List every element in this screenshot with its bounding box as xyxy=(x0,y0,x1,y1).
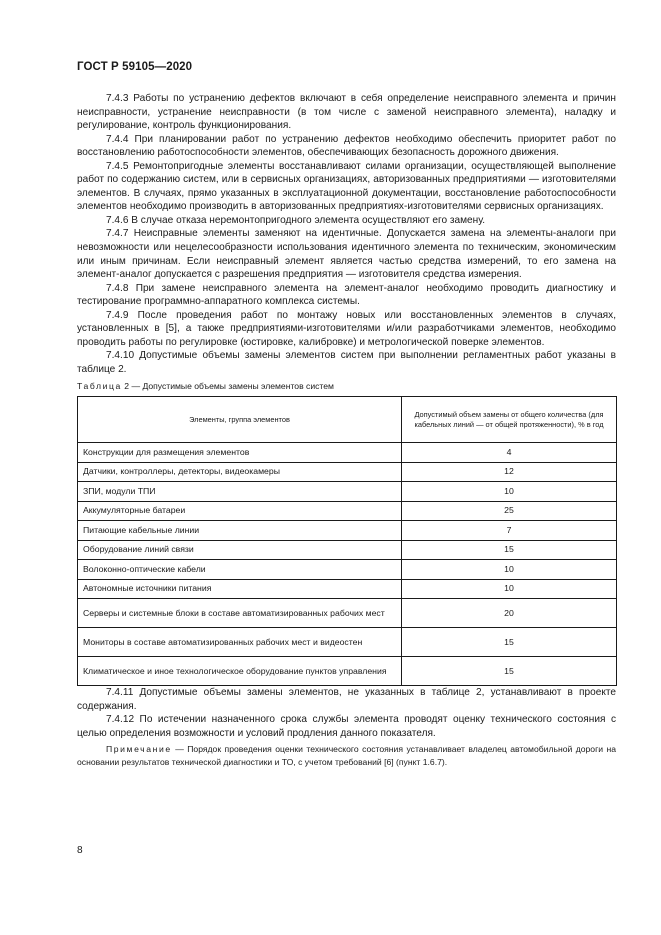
paragraph-7-4-10: 7.4.10 Допустимые объемы замены элементов систем при выполнении регламентных работ указаны в таблице 2. xyxy=(77,350,616,375)
table-caption xyxy=(77,380,616,394)
replacement-volumes-table xyxy=(77,396,617,686)
table-row xyxy=(78,462,617,482)
value-cell: 7 xyxy=(402,521,617,541)
element-cell: Датчики, контроллеры, детекторы, видеокамеры xyxy=(78,462,402,482)
element-cell: Серверы и системные блоки в составе автоматизированных рабочих мест xyxy=(78,599,402,628)
element-cell: Оборудование линий связи xyxy=(78,540,402,560)
paragraph-7-4-3: 7.4.3 Работы по устранению дефектов включают в себя определение неисправного элемента и причин неисправности, устранение неисправности (в том числе с заменой неисправного элемента), наладку и регулирование, контроль функционирования. xyxy=(77,93,616,132)
value-cell: 10 xyxy=(402,560,617,580)
value-cell: 4 xyxy=(402,443,617,463)
document-body xyxy=(77,92,616,768)
paragraph-7-4-6: 7.4.6 В случае отказа неремонтопригодного элемента осуществляют его замену. xyxy=(106,214,486,226)
paragraph-7-4-11: 7.4.11 Допустимые объемы замены элементов, не указанных в таблице 2, устанавливают в проекте содержания. xyxy=(77,687,616,712)
paragraph-7-4-4: 7.4.4 При планировании работ по устранению дефектов необходимо обеспечить приоритет работ по восстановлению работоспособности элементов, обеспечивающих безопасность дорожного движения. xyxy=(77,133,616,159)
value-cell: 15 xyxy=(402,628,617,657)
column-header-elements: Элементы, группа элементов xyxy=(78,397,402,443)
value-cell: 15 xyxy=(402,540,617,560)
page-number: 8 xyxy=(77,845,83,856)
element-cell: Аккумуляторные батареи xyxy=(78,501,402,521)
value-cell: 20 xyxy=(402,599,617,628)
element-cell: Питающие кабельные линии xyxy=(78,521,402,541)
element-cell: Климатическое и иное технологическое оборудование пунктов управления xyxy=(78,657,402,686)
table-row xyxy=(78,482,617,502)
paragraph-7-4-5: 7.4.5 Ремонтопригодные элементы восстанавливают силами организации, осуществляющей выполнение работ по содержанию систем, или в сервисных организациях, авторизованных предприятиями — изготовителями элементов. В случаях, прямо указанных в эксплуатационной документации, восстановление работоспособности элементов необходимо производить в авторизованных предприятиях-изготовителями сервисных организациях. xyxy=(77,160,616,213)
paragraph-7-4-9: 7.4.9 После проведения работ по монтажу новых или восстановленных элементов в случаях, установленных в [5], а также предприятиями-изготовителями и/или разработчиками элементов, необходимо проводить работы по регулировке (юстировке, калибровке) и метрологической поверке элементов. xyxy=(77,309,616,348)
table-row xyxy=(78,657,617,686)
table-caption-title: 2 — Допустимые объемы замены элементов систем xyxy=(121,381,334,392)
note xyxy=(77,743,616,768)
element-cell: ЗПИ, модули ТПИ xyxy=(78,482,402,502)
standard-code: ГОСТ Р 59105—2020 xyxy=(77,61,193,73)
element-cell: Конструкции для размещения элементов xyxy=(78,443,402,463)
value-cell: 25 xyxy=(402,501,617,521)
paragraph-7-4-7: 7.4.7 Неисправные элементы заменяют на идентичные. Допускается замена на элементы-аналоги при невозможности или нецелесообразности использования идентичного элемента по техническим, экономическим или иным причинам. Если неисправный элемент является частью средства измерений, то его замена на элемент-аналог допускается с разрешения предприятия — изготовителя средства измерения. xyxy=(77,228,616,281)
value-cell: 12 xyxy=(402,462,617,482)
table-row xyxy=(78,443,617,463)
value-cell: 15 xyxy=(402,657,617,686)
table-caption-label: Таблица xyxy=(77,381,122,392)
value-cell: 10 xyxy=(402,482,617,502)
table-row xyxy=(78,540,617,560)
element-cell: Волоконно-оптические кабели xyxy=(78,560,402,580)
table-row xyxy=(78,579,617,599)
paragraph-7-4-12: 7.4.12 По истечении назначенного срока службы элемента проводят оценку технического состояния с целью определения возможности и условий продления данного показателя. xyxy=(77,714,616,739)
value-cell: 10 xyxy=(402,579,617,599)
note-label: Примечание xyxy=(106,744,172,755)
table-row xyxy=(78,501,617,521)
table-header-row xyxy=(78,397,617,443)
note-text: — Порядок проведения оценки технического состояния устанавливает владелец автомобильной дороги на основании результатов технической диагностики и ТО, с учетом требований [6] (пункт 1.6.7). xyxy=(77,744,616,767)
table-row xyxy=(78,521,617,541)
element-cell: Мониторы в составе автоматизированных рабочих мест и видеостен xyxy=(78,628,402,657)
element-cell: Автономные источники питания xyxy=(78,579,402,599)
column-header-volume: Допустимый объем замены от общего количества (для кабельных линий — от общей протяженности), % в год xyxy=(402,397,617,443)
table-row xyxy=(78,599,617,628)
table-row xyxy=(78,628,617,657)
paragraph-7-4-8: 7.4.8 При замене неисправного элемента на элемент-аналог необходимо проводить диагностику и тестирование программно-аппаратного комплекса системы. xyxy=(77,282,616,308)
table-row xyxy=(78,560,617,580)
